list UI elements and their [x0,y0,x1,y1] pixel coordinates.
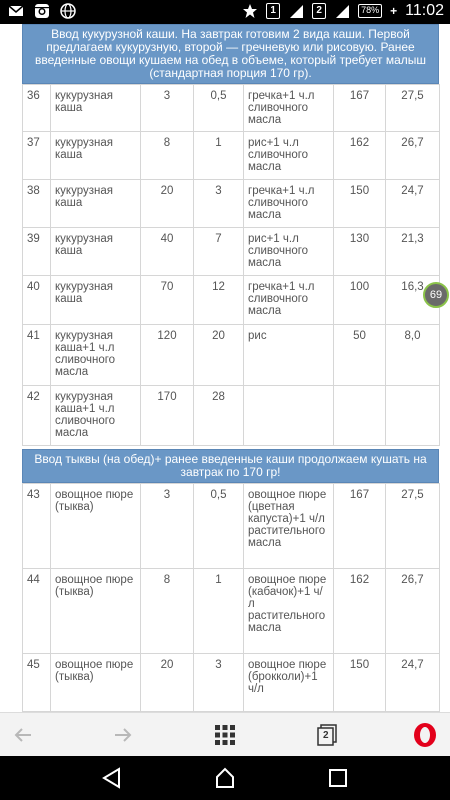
day-number-cell: 37 [23,132,51,180]
portion-prev-grams-cell: 50 [334,325,386,386]
portion-new-pct-cell: 28 [194,386,244,446]
portion-new-pct-cell: 1 [194,569,244,654]
new-product-cell: овощное пюре (тыква) [51,654,141,712]
recents-square-icon[interactable] [326,766,350,790]
portion-new-pct-cell: 20 [194,325,244,386]
portion-new-grams-cell: 120 [141,325,194,386]
portion-prev-grams-cell: 130 [334,228,386,276]
day-number-cell: 38 [23,180,51,228]
tabs-count: 2 [323,730,329,741]
portion-prev-pct-cell [386,386,440,446]
portion-new-grams-cell: 40 [141,228,194,276]
table-row [23,85,440,132]
portion-prev-grams-cell: 150 [334,654,386,712]
portion-prev-pct-cell: 24,7 [386,180,440,228]
portion-prev-grams-cell: 167 [334,85,386,132]
section-pumpkin [22,449,439,712]
signal-icon [334,3,350,19]
previous-product-cell: гречка+1 ч.л сливочного масла [244,276,334,325]
portion-prev-pct-cell: 8,0 [386,325,440,386]
new-product-cell: овощное пюре (тыква) [51,569,141,654]
instagram-icon [34,3,50,19]
day-number-cell: 39 [23,228,51,276]
section-banner: Ввод тыквы (на обед)+ ранее введенные каши продолжаем кушать на завтрак по 170 гр! [22,449,439,483]
star-icon [242,3,258,19]
table-row [23,276,440,325]
new-product-cell: кукурузная каша [51,228,141,276]
previous-product-cell [244,386,334,446]
previous-product-cell: рис+1 ч.л сливочного масла [244,228,334,276]
portion-new-pct-cell: 3 [194,180,244,228]
sim1-indicator: 1 [266,3,280,19]
day-number-cell: 42 [23,386,51,446]
opera-logo-icon [411,721,439,749]
grid-icon [214,724,236,746]
portion-new-grams-cell: 20 [141,654,194,712]
previous-product-cell: рис+1 ч.л сливочного масла [244,132,334,180]
portion-prev-pct-cell: 27,5 [386,85,440,132]
status-bar [0,0,450,24]
browser-toolbar [0,712,450,756]
section-corn-porridge [22,24,439,446]
portion-prev-pct-cell: 24,7 [386,654,440,712]
home-circle-icon[interactable] [213,766,237,790]
new-product-cell: кукурузная каша [51,132,141,180]
speed-dial-button[interactable] [210,720,240,750]
portion-new-grams-cell: 3 [141,85,194,132]
arrow-right-icon [111,723,135,747]
table-row [23,484,440,569]
previous-product-cell: гречка+1 ч.л сливочного масла [244,180,334,228]
portion-prev-pct-cell: 16,3 [386,276,440,325]
feeding-table-2 [22,483,440,712]
feeding-table-1 [22,84,440,446]
portion-new-pct-cell: 3 [194,654,244,712]
portion-prev-pct-cell: 26,7 [386,569,440,654]
portion-new-pct-cell: 1 [194,132,244,180]
page-counter-badge[interactable]: 69 [423,282,449,308]
portion-new-pct-cell: 7 [194,228,244,276]
day-number-cell: 45 [23,654,51,712]
previous-product-cell: гречка+1 ч.л сливочного масла [244,85,334,132]
portion-new-grams-cell: 20 [141,180,194,228]
table-row [23,180,440,228]
new-product-cell: кукурузная каша [51,180,141,228]
portion-new-grams-cell: 70 [141,276,194,325]
new-product-cell: кукурузная каша+1 ч.л сливочного масла [51,325,141,386]
portion-new-pct-cell: 0,5 [194,484,244,569]
portion-prev-grams-cell: 167 [334,484,386,569]
portion-new-pct-cell: 12 [194,276,244,325]
new-product-cell: кукурузная каша [51,276,141,325]
portion-prev-grams-cell: 150 [334,180,386,228]
table-row [23,325,440,386]
portion-prev-pct-cell: 27,5 [386,484,440,569]
back-button[interactable] [8,720,38,750]
portion-prev-pct-cell: 26,7 [386,132,440,180]
portion-new-pct-cell: 0,5 [194,85,244,132]
portion-prev-grams-cell [334,386,386,446]
system-nav-bar [0,756,450,800]
section-banner: Ввод кукурузной каши. На завтрак готовим 2 вида каши. Первой предлагаем кукурузную, второй — гречневую или рисовую. Ранее введенные овощи кушаем на обед в объеме, который требует малыш (стандартная порция 170 гр). [22,24,439,84]
signal-icon [288,3,304,19]
web-page[interactable] [0,24,450,712]
arrow-left-icon [11,723,35,747]
day-number-cell: 44 [23,569,51,654]
table-row [23,228,440,276]
charging-icon: + [390,4,398,18]
portion-prev-grams-cell: 100 [334,276,386,325]
portion-prev-grams-cell: 162 [334,569,386,654]
day-number-cell: 43 [23,484,51,569]
previous-product-cell: овощное пюре (кабачок)+1 ч/л растительного масла [244,569,334,654]
new-product-cell: кукурузная каша [51,85,141,132]
table-row [23,654,440,712]
mail-icon [8,3,24,19]
opera-menu-button[interactable] [410,720,440,750]
new-product-cell: кукурузная каша+1 ч.л сливочного масла [51,386,141,446]
table-row [23,132,440,180]
previous-product-cell: рис [244,325,334,386]
new-product-cell: овощное пюре (тыква) [51,484,141,569]
portion-prev-grams-cell: 162 [334,132,386,180]
forward-button[interactable] [108,720,138,750]
previous-product-cell: овощное пюре (брокколи)+1 ч/л [244,654,334,712]
previous-product-cell: овощное пюре (цветная капуста)+1 ч/л растительного масла [244,484,334,569]
portion-new-grams-cell: 8 [141,569,194,654]
back-triangle-icon[interactable] [100,766,124,790]
table-row [23,569,440,654]
day-number-cell: 41 [23,325,51,386]
portion-new-grams-cell: 170 [141,386,194,446]
sim2-indicator: 2 [312,3,326,19]
portion-new-grams-cell: 8 [141,132,194,180]
battery-icon: 78% [358,4,382,18]
portion-new-grams-cell: 3 [141,484,194,569]
table-row [23,386,440,446]
globe-icon [60,3,76,19]
clock: 11:02 [405,2,444,19]
portion-prev-pct-cell: 21,3 [386,228,440,276]
day-number-cell: 40 [23,276,51,325]
tabs-button[interactable] [312,720,342,750]
day-number-cell: 36 [23,85,51,132]
